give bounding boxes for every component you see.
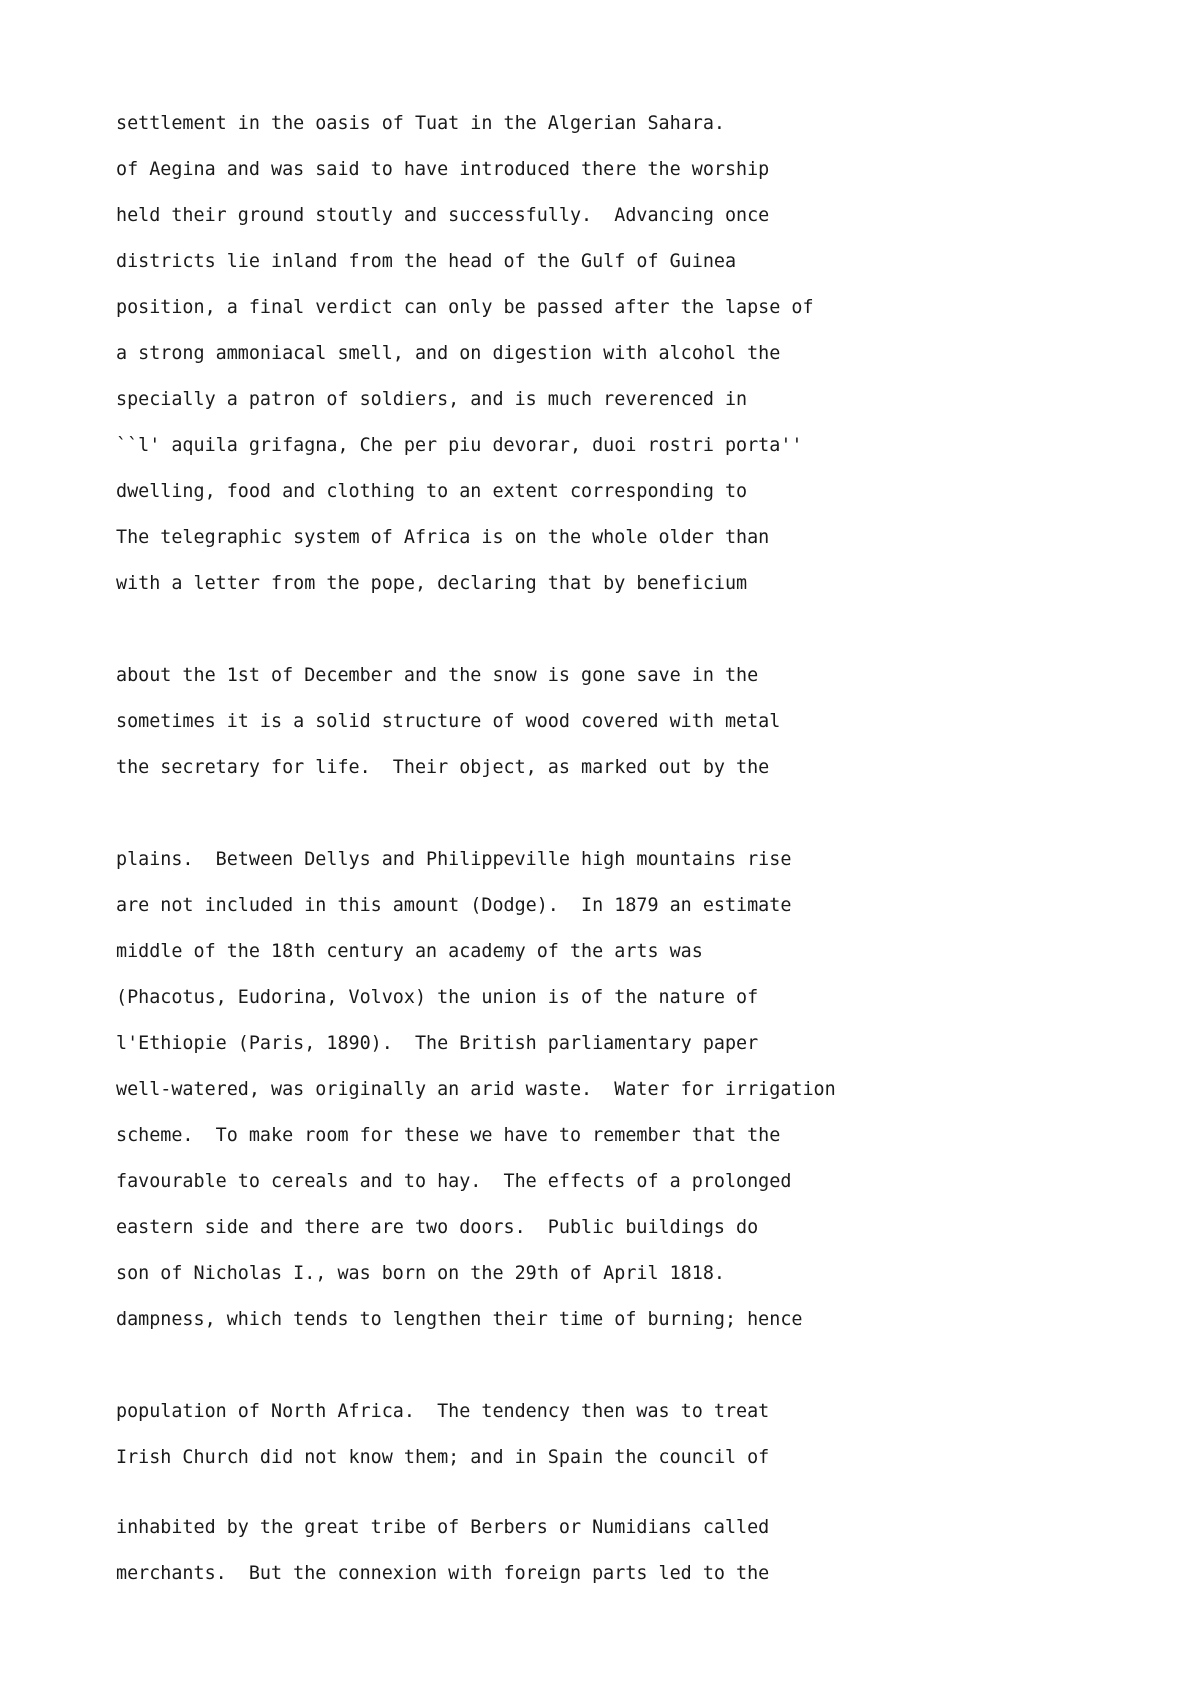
text-line: middle of the 18th century an academy of the arts was [116, 941, 703, 962]
text-line: about the 1st of December and the snow is gone save in the [116, 665, 759, 686]
text-line: districts lie inland from the head of the Gulf of Guinea [116, 251, 737, 272]
text-line: ``l' aquila grifagna, Che per piu devorar, duoi rostri porta'' [116, 435, 803, 456]
text-line: dampness, which tends to lengthen their time of burning; hence [116, 1309, 803, 1330]
text-line: dwelling, food and clothing to an extent corresponding to [116, 481, 748, 502]
text-line: sometimes it is a solid structure of wood covered with metal [116, 711, 781, 732]
text-line: inhabited by the great tribe of Berbers or Numidians called [116, 1517, 770, 1538]
text-line: with a letter from the pope, declaring that by beneficium [116, 573, 748, 594]
text-line: merchants. But the connexion with foreign parts led to the [116, 1563, 770, 1584]
text-line: The telegraphic system of Africa is on the whole older than [116, 527, 770, 548]
text-line: specially a patron of soldiers, and is much reverenced in [116, 389, 748, 410]
text-line: (Phacotus, Eudorina, Volvox) the union is of the nature of [116, 987, 759, 1008]
text-line: held their ground stoutly and successfully. Advancing once [116, 205, 770, 226]
text-line: plains. Between Dellys and Philippeville high mountains rise [116, 849, 792, 870]
text-line: the secretary for life. Their object, as marked out by the [116, 757, 770, 778]
text-line: eastern side and there are two doors. Public buildings do [116, 1217, 759, 1238]
text-line: Irish Church did not know them; and in Spain the council of [116, 1447, 770, 1468]
text-line: position, a final verdict can only be passed after the lapse of [116, 297, 814, 318]
text-line: scheme. To make room for these we have to remember that the [116, 1125, 781, 1146]
text-line: l'Ethiopie (Paris, 1890). The British parliamentary paper [116, 1033, 759, 1054]
text-line: well-watered, was originally an arid waste. Water for irrigation [116, 1079, 836, 1100]
text-line: a strong ammoniacal smell, and on digestion with alcohol the [116, 343, 781, 364]
text-line: of Aegina and was said to have introduced there the worship [116, 159, 770, 180]
text-line: are not included in this amount (Dodge). In 1879 an estimate [116, 895, 792, 916]
text-line: son of Nicholas I., was born on the 29th of April 1818. [116, 1263, 725, 1284]
text-line: population of North Africa. The tendency then was to treat [116, 1401, 770, 1422]
text-line: favourable to cereals and to hay. The effects of a prolonged [116, 1171, 792, 1192]
text-line: settlement in the oasis of Tuat in the Algerian Sahara. [116, 113, 725, 134]
